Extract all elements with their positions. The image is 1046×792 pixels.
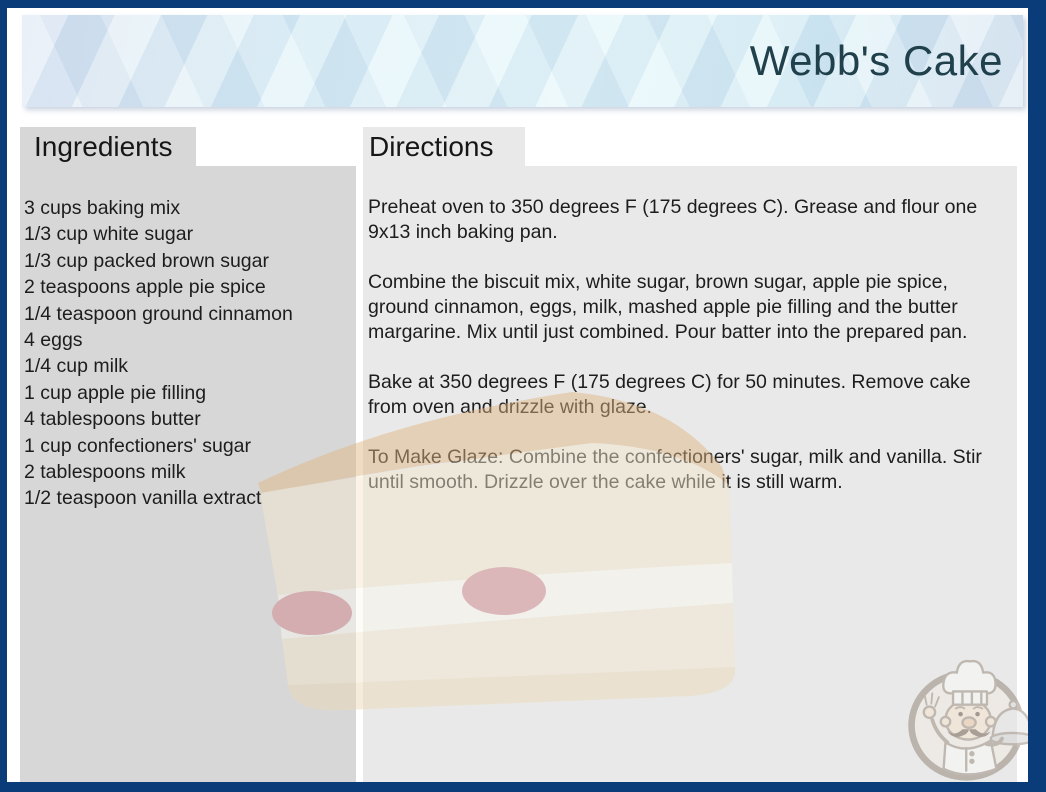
ingredient-item: 1 cup confectioners' sugar (24, 434, 252, 457)
ingredients-list (20, 166, 356, 512)
directions-heading (363, 127, 525, 166)
title-banner (22, 15, 1023, 107)
ingredients-panel (20, 166, 356, 782)
card-border-right (1028, 0, 1046, 792)
ingredient-item: 3 cups baking mix (24, 197, 181, 219)
ingredient-item: 1/4 cup milk (24, 355, 129, 378)
ingredient-item: 1/3 cup packed brown sugar (24, 249, 269, 272)
ingredient-item: 4 eggs (24, 329, 83, 352)
page-title: Webb's Cake (749, 37, 1003, 84)
directions-heading-label: Directions (369, 130, 494, 162)
card-border-left (0, 0, 7, 792)
directions-panel (363, 166, 1017, 782)
direction-paragraph: Preheat oven to 350 degrees F (175 degrees C). Grease and flour one 9x13 inch baking pan. (368, 196, 978, 243)
ingredients-heading (20, 127, 196, 166)
direction-paragraph: To Make Glaze: Combine the confectioners' sugar, milk and vanilla. Stir until smooth. Drizzle over the cake while it is still warm. (368, 446, 982, 493)
card-border-top (0, 0, 1046, 8)
ingredient-item: 2 teaspoons apple pie spice (24, 276, 266, 299)
ingredient-item: 1 cup apple pie filling (24, 381, 207, 404)
ingredient-item: 4 tablespoons butter (24, 408, 201, 431)
ingredient-item: 1/4 teaspoon ground cinnamon (24, 302, 293, 325)
card-border-bottom (0, 782, 1046, 792)
direction-paragraph: Bake at 350 degrees F (175 degrees C) for 50 minutes. Remove cake from oven and drizzle with glaze. (368, 371, 971, 418)
directions-body (363, 166, 1017, 495)
ingredient-item: 1/2 teaspoon vanilla extract (24, 487, 262, 510)
ingredient-item: 1/3 cup white sugar (24, 223, 194, 246)
ingredient-item: 2 tablespoons milk (24, 461, 186, 484)
ingredients-heading-label: Ingredients (34, 130, 173, 162)
direction-paragraph: Combine the biscuit mix, white sugar, brown sugar, apple pie spice, ground cinnamon, eggs, milk, mashed apple pie filling and the butter margarine. Mix until just combined. Pour batter into the prepared pan. (368, 271, 968, 343)
